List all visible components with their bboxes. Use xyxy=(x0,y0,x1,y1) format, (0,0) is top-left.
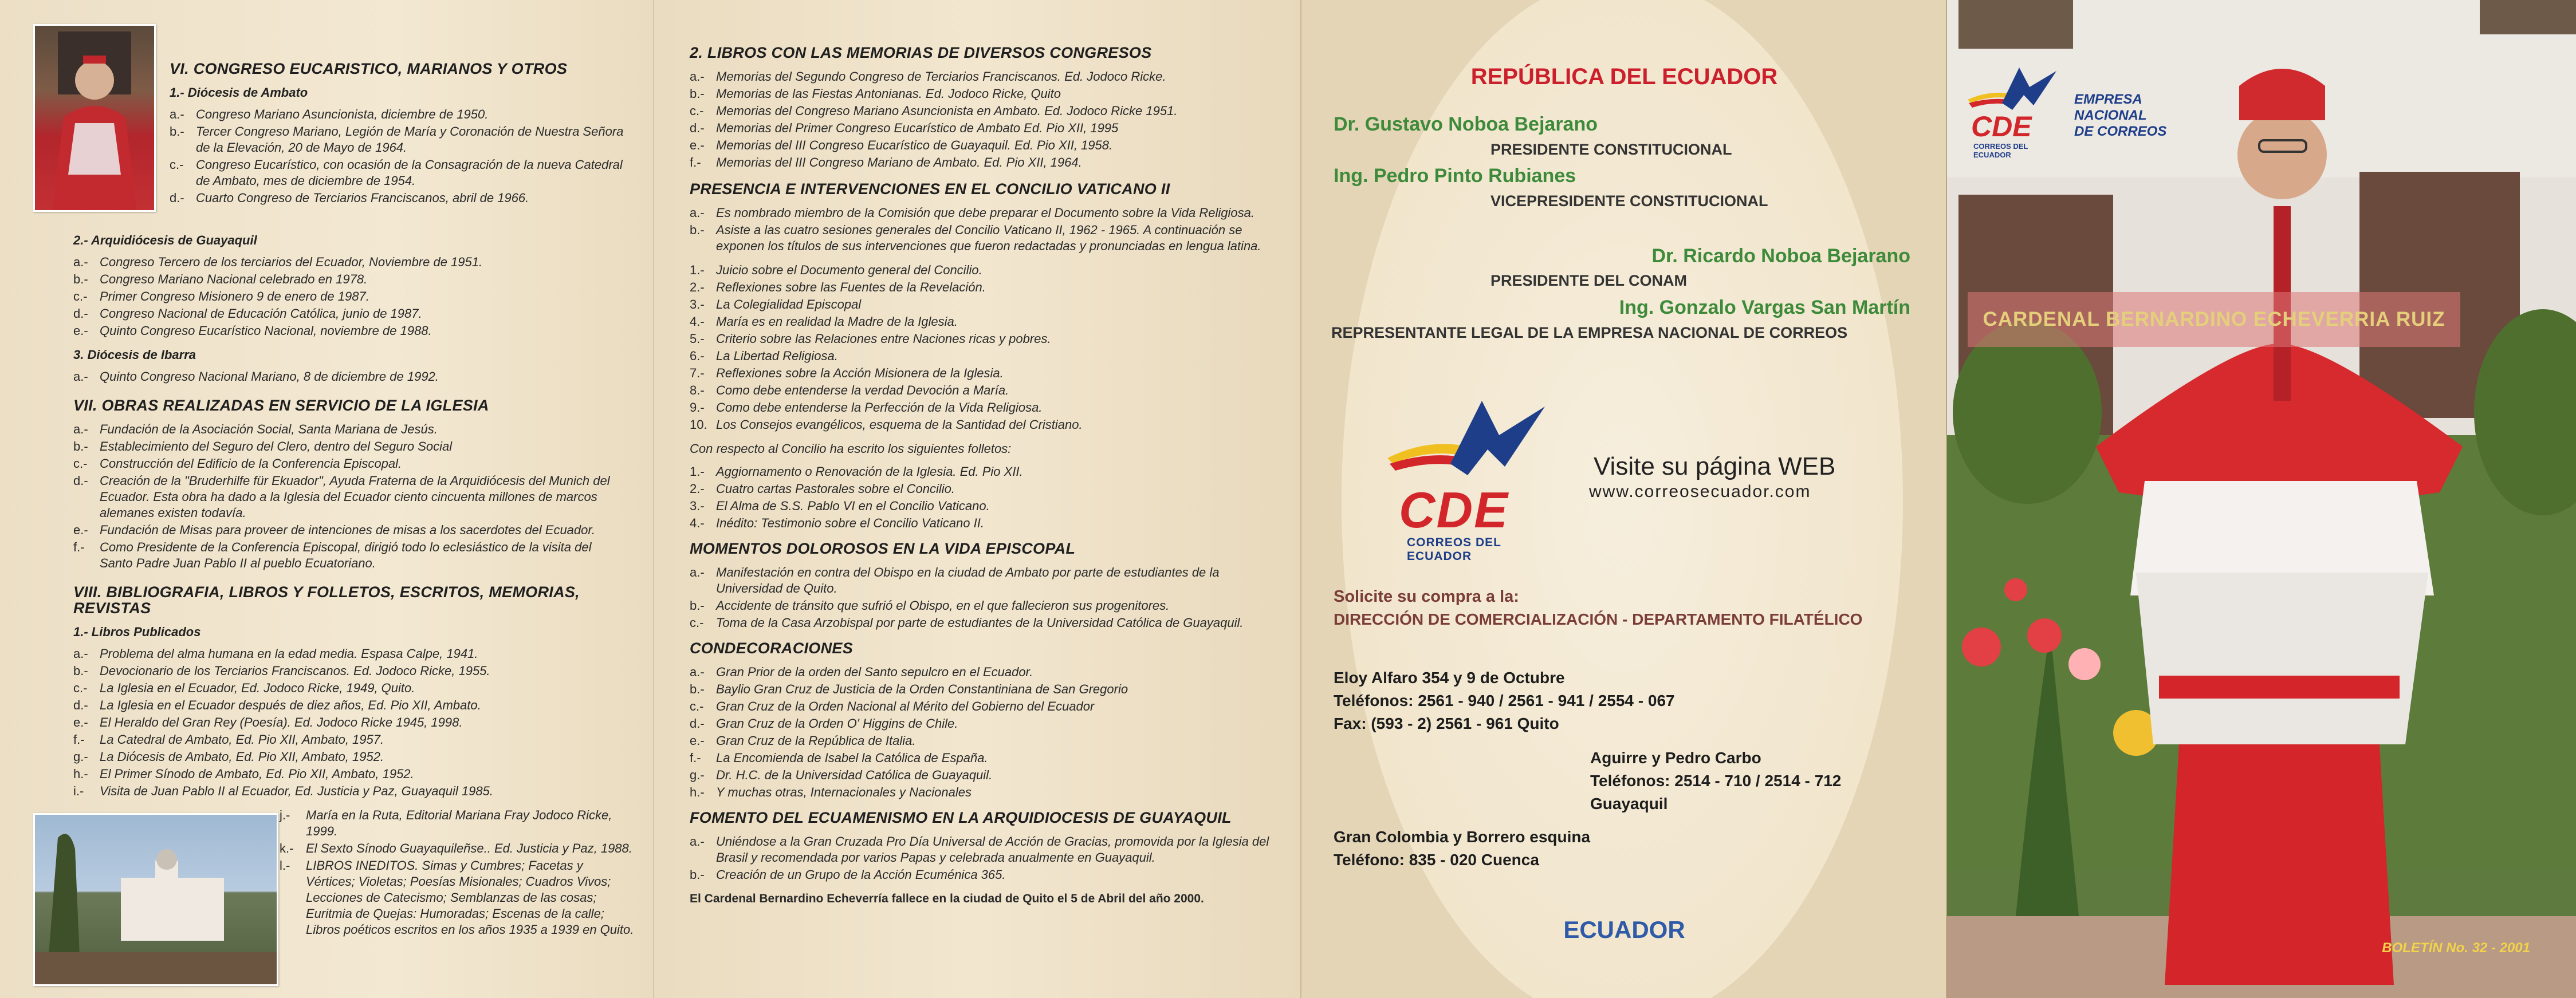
list-libros-b xyxy=(280,807,635,938)
list-item: l.- LIBROS INEDITOS. Simas y Cumbres; Facetas y Vértices; Violetas; Poesías Misionales; Cuadros Vivos; Lecciones de Catecismo; Semblanzas de las cosas; Euritmia de Quejas: Humoradas; Escenas de la calle; Libros poéticos escritos en los años 1935 a 1939 en Quito. xyxy=(280,858,634,937)
list-item: d.- Cuarto Congreso de Terciarios Franciscanos, abril de 1966. xyxy=(170,191,529,205)
list-item: 10. Los Consejos evangélicos, esquema de la Santidad del Cristiano. xyxy=(690,417,1083,432)
list-item: d.- Creación de la "Bruderhilfe für Ekuador", Ayuda Fraterna de la Arquidiócesis del Munich del Ecuador. Esta obra ha dado a la Iglesia del Ecuador ciento cincuenta millones de marcos alemanes existen todavía. xyxy=(73,474,610,520)
list-item: a.- Problema del alma humana en la edad media. Espasa Calpe, 1941. xyxy=(73,646,478,661)
list-item: h.- Y muchas otras, Internacionales y Nacionales xyxy=(690,785,972,799)
web-label: Visite su página WEB xyxy=(1594,452,1836,480)
list-concilio xyxy=(690,205,1274,254)
list-item: a.- Es nombrado miembro de la Comisión que debe preparar el Documento sobre la Vida Religiosa. xyxy=(690,206,1254,220)
section-title: 2. LIBROS CON LAS MEMORIAS DE DIVERSOS CONGRESOS xyxy=(690,44,1152,61)
section-content xyxy=(690,45,1274,907)
list-item: 4.- Inédito: Testimonio sobre el Concilio Vaticano II. xyxy=(690,516,984,530)
list-item: b.- Congreso Mariano Nacional celebrado en 1978. xyxy=(73,272,368,286)
address-line: Eloy Alfaro 354 y 9 de Octubre xyxy=(1334,669,1565,687)
list-item: g.- La Diócesis de Ambato, Ed. Pio XII, Ambato, 1952. xyxy=(73,750,384,764)
list-item: g.- Dr. H.C. de la Universidad Católica de Guayaquil. xyxy=(690,768,993,782)
list-item: a.- Uniéndose a la Gran Cruzada Pro Día Universal de Acción de Gracias, promovida por la Iglesia del Brasil y recomendada por varios Papas y celebrada anualmente en Guayaquil. xyxy=(690,834,1269,865)
footer-note: El Cardenal Bernardino Echeverría fallece en la ciudad de Quito el 5 de Abril del año 2000. xyxy=(690,892,1204,905)
list-folletos xyxy=(690,464,1274,531)
official-role: PRESIDENTE CONSTITUCIONAL xyxy=(1490,141,1732,158)
bird-logo-icon xyxy=(1382,395,1554,487)
list-item: e.- Fundación de Misas para proveer de intenciones de misas a los sacerdotes del Ecuador. xyxy=(73,523,596,537)
list-item: a.- Gran Prior de la orden del Santo sepulcro en el Ecuador. xyxy=(690,665,1033,679)
list-item: a.- Quinto Congreso Nacional Mariano, 8 de diciembre de 1992. xyxy=(73,369,439,384)
list-item: c.- Memorias del Congreso Mariano Asuncionista en Ambato. Ed. Jodoco Ricke 1951. xyxy=(690,104,1178,118)
list-item: b.- Accidente de tránsito que sufrió el Obispo, en el que fallecieron sus progenitores. xyxy=(690,598,1170,613)
list-item: f.- Memorias del III Congreso Mariano de Ambato. Ed. Pio XII, 1964. xyxy=(690,155,1082,169)
solicite-label: Solicite su compra a la: xyxy=(1334,587,1519,606)
panel-biography-middle xyxy=(653,0,1300,998)
list-item: a.- Manifestación en contra del Obispo en la ciudad de Ambato por parte de estudiantes de la Universidad de Quito. xyxy=(690,565,1220,595)
cde-logo-large xyxy=(1382,395,1554,563)
list-item: a.- Congreso Mariano Asuncionista, diciembre de 1950. xyxy=(170,107,489,121)
section-congresos xyxy=(170,61,628,214)
subsection-title: 1.- Diócesis de Ambato xyxy=(170,85,308,100)
list-item: e.- Quinto Congreso Eucarístico Nacional, noviembre de 1988. xyxy=(73,324,432,338)
subsection-title: 3. Diócesis de Ibarra xyxy=(73,348,196,362)
list-ambato xyxy=(170,106,628,206)
subsection-title: 2.- Arquidiócesis de Guayaquil xyxy=(73,233,257,247)
subsection-title: 1.- Libros Publicados xyxy=(73,625,201,639)
list-item: d.- Congreso Nacional de Educación Católica, junio de 1987. xyxy=(73,306,422,321)
list-item: 7.- Reflexiones sobre la Acción Misionera de la Iglesia. xyxy=(690,366,1004,380)
republic-title: REPÚBLICA DEL ECUADOR xyxy=(1470,64,1778,89)
section-title: PRESENCIA E INTERVENCIONES EN EL CONCILIO VATICANO II xyxy=(690,180,1170,198)
panel-biography-left xyxy=(0,0,653,998)
list-item: c.- Construcción del Edificio de la Conferencia Episcopal. xyxy=(73,456,402,471)
list-item: 3.- La Colegialidad Episcopal xyxy=(690,297,862,311)
cardinal-portrait-illustration xyxy=(35,26,154,210)
list-item: d.- Gran Cruz de la Orden O' Higgins de Chile. xyxy=(690,716,958,731)
empresa-line: DE CORREOS xyxy=(2074,124,2167,139)
cde-subtitle: CORREOS DEL ECUADOR xyxy=(1973,142,2028,159)
list-item: f.- La Encomienda de Isabel la Católica de España. xyxy=(690,751,988,765)
list-item: f.- Como Presidente de la Conferencia Episcopal, dirigió todo lo eclesiástico de la visita del Santo Padre Juan Pablo II al pueblo Ecuatoriano. xyxy=(73,540,592,570)
cde-logo-small xyxy=(1962,64,2065,159)
address-line: Teléfono: 835 - 020 Cuenca xyxy=(1334,851,1539,869)
list-item: b.- Tercer Congreso Mariano, Legión de María y Coronación de Nuestra Señora de la Elevación, 20 de Mayo de 1964. xyxy=(170,124,624,155)
official-role: PRESIDENTE DEL CONAM xyxy=(1490,272,1688,289)
section-guayaquil xyxy=(73,228,628,807)
address-line: Teléfonos: 2514 - 710 / 2514 - 712 xyxy=(1590,772,1842,790)
bird-logo-icon xyxy=(1962,64,2065,116)
church-photo-small xyxy=(33,813,278,986)
list-item: e.- El Heraldo del Gran Rey (Poesía). Ed. Jodoco Ricke 1945, 1998. xyxy=(73,715,463,729)
list-momentos xyxy=(690,565,1274,631)
address-quito xyxy=(1334,666,1675,735)
list-item: 1.- Aggiornamento o Renovación de la Iglesia. Ed. Pio XII. xyxy=(690,464,1023,479)
list-item: b.- Memorias de las Fiestas Antonianas. Ed. Jodoco Ricke, Quito xyxy=(690,86,1061,101)
address-line: Teléfonos: 2561 - 940 / 2561 - 941 / 2554 - 067 xyxy=(1334,692,1675,709)
list-item: c.- Primer Congreso Misionero 9 de enero de 1987. xyxy=(73,289,369,303)
official-name: Dr. Gustavo Noboa Bejarano xyxy=(1334,113,1598,135)
cde-subtitle: CORREOS DEL ECUADOR xyxy=(1407,536,1501,563)
official-role: VICEPRESIDENTE CONSTITUCIONAL xyxy=(1490,192,1768,210)
official-name: Dr. Ricardo Noboa Bejarano xyxy=(1651,245,1910,267)
list-intervenciones xyxy=(690,262,1274,433)
section-title: MOMENTOS DOLOROSOS EN LA VIDA EPISCOPAL xyxy=(690,540,1076,557)
list-item: e.- Memorias del III Congreso Eucarístico de Guayaquil. Ed. Pio XII, 1958. xyxy=(690,138,1113,152)
empresa-label xyxy=(2074,92,2166,140)
list-item: 1.- Juicio sobre el Documento general del Concilio. xyxy=(690,263,982,277)
section-libros-cont xyxy=(280,807,635,946)
web-url-link[interactable]: www.correosecuador.com xyxy=(1589,482,1811,501)
section-title: VII. OBRAS REALIZADAS EN SERVICIO DE LA IGLESIA xyxy=(73,397,489,414)
list-condecoraciones xyxy=(690,664,1274,800)
section-title: CONDECORACIONES xyxy=(690,640,854,657)
address-line: Guayaquil xyxy=(1590,795,1668,812)
list-item: 4.- María es en realidad la Madre de la Iglesia. xyxy=(690,314,958,329)
list-libros xyxy=(73,646,628,799)
address-guayaquil xyxy=(1590,747,1841,815)
list-item: e.- Gran Cruz de la República de Italia. xyxy=(690,733,916,748)
list-item: f.- La Catedral de Ambato, Ed. Pio XII, Ambato, 1957. xyxy=(73,732,384,747)
list-item: a.- Fundación de la Asociación Social, Santa Mariana de Jesús. xyxy=(73,422,438,436)
list-obras xyxy=(73,421,628,571)
list-item: b.- Creación de un Grupo de la Acción Ecuménica 365. xyxy=(690,867,1006,882)
list-item: b.- Asiste a las cuatro sesiones generales del Concilio Vaticano II, 1962 - 1965. A continuación se exponen los títulos de sus intervenciones que fueron redactadas y pronunciadas en lengua latina. xyxy=(690,223,1261,253)
list-guayaquil xyxy=(73,254,628,339)
official-name: Ing. Pedro Pinto Rubianes xyxy=(1334,165,1576,187)
list-item: c.- Congreso Eucarístico, con ocasión de la Consagración de la nueva Catedral de Ambato, mes de diciembre de 1954. xyxy=(170,157,623,188)
list-item: 6.- La Libertad Religiosa. xyxy=(690,349,838,363)
list-item: 5.- Criterio sobre las Relaciones entre Naciones ricas y pobres. xyxy=(690,332,1051,346)
address-line: Gran Colombia y Borrero esquina xyxy=(1334,828,1591,846)
section-title: FOMENTO DEL ECUAMENISMO EN LA ARQUIDIOCESIS DE GUAYAQUIL xyxy=(690,809,1232,826)
list-item: 9.- Como debe entenderse la Perfección de la Vida Religiosa. xyxy=(690,400,1043,415)
list-item: h.- El Primer Sínodo de Ambato, Ed. Pio XII, Ambato, 1952. xyxy=(73,767,414,781)
portrait-photo-small xyxy=(33,24,156,212)
list-ibarra xyxy=(73,369,628,385)
list-item: b.- Establecimiento del Seguro del Clero, dentro del Seguro Social xyxy=(73,439,453,453)
list-item: 2.- Reflexiones sobre las Fuentes de la Revelación. xyxy=(690,280,986,294)
list-item: b.- Devocionario de los Terciarios Franciscanos. Ed. Jodoco Ricke, 1955. xyxy=(73,664,490,678)
list-item: 2.- Cuatro cartas Pastorales sobre el Concilio. xyxy=(690,482,955,496)
list-ecumenismo xyxy=(690,834,1274,883)
address-line: Aguirre y Pedro Carbo xyxy=(1590,749,1761,767)
country-label: ECUADOR xyxy=(1563,916,1685,943)
list-item: d.- La Iglesia en el Ecuador después de diez años, Ed. Pio XII, Ambato. xyxy=(73,698,481,712)
direccion-label: DIRECCIÓN DE COMERCIALIZACIÓN - DEPARTAMENTO FILATÉLICO xyxy=(1334,610,1863,628)
list-item: j.- María en la Ruta, Editorial Mariana Fray Jodoco Ricke, 1999. xyxy=(280,808,612,838)
list-item: k.- El Sexto Sínodo Guayaquileñse.. Ed. Justicia y Paz, 1988. xyxy=(280,841,632,855)
panel-contact xyxy=(1300,0,1946,998)
list-item: d.- Memorias del Primer Congreso Eucarístico de Ambato Ed. Pio XII, 1995 xyxy=(690,121,1119,135)
list-item: c.- Toma de la Casa Arzobispal por parte de estudiantes de la Universidad Católica de Guayaquil. xyxy=(690,616,1244,630)
boletin-label: BOLETÍN No. 32 - 2001 xyxy=(2382,940,2530,956)
section-title: VI. CONGRESO EUCARISTICO, MARIANOS Y OTROS xyxy=(170,60,568,77)
empresa-line: NACIONAL xyxy=(2074,108,2147,123)
panel-cover xyxy=(1946,0,2576,998)
list-item: c.- La Iglesia en el Ecuador, Ed. Jodoco Ricke, 1949, Quito. xyxy=(73,681,415,695)
list-item: c.- Gran Cruz de la Orden Nacional al Mérito del Gobierno del Ecuador xyxy=(690,699,1095,713)
paragraph: Con respecto al Concilio ha escrito los siguientes folletos: xyxy=(690,441,1012,456)
official-role: REPRESENTANTE LEGAL DE LA EMPRESA NACIONAL DE CORREOS xyxy=(1331,324,1848,341)
list-memorias xyxy=(690,69,1274,171)
empresa-line: EMPRESA xyxy=(2074,92,2142,107)
list-item: a.- Congreso Tercero de los terciarios del Ecuador, Noviembre de 1951. xyxy=(73,255,483,269)
list-item: 3.- El Alma de S.S. Pablo VI en el Concilio Vaticano. xyxy=(690,499,990,513)
church-illustration xyxy=(35,815,277,984)
official-name: Ing. Gonzalo Vargas San Martín xyxy=(1619,297,1910,318)
list-item: a.- Memorias del Segundo Congreso de Terciarios Franciscanos. Ed. Jodoco Ricke. xyxy=(690,69,1166,84)
list-item: b.- Baylio Gran Cruz de Justicia de la Orden Constantiniana de San Gregorio xyxy=(690,682,1128,696)
address-cuenca xyxy=(1334,826,1590,871)
list-item: i.- Visita de Juan Pablo II al Ecuador, Ed. Justicia y Paz, Guayaquil 1985. xyxy=(73,784,493,798)
cde-wordmark: CDE xyxy=(1399,482,1509,538)
banner-text: CARDENAL BERNARDINO ECHEVERRIA RUIZ xyxy=(1983,308,2445,330)
address-line: Fax: (593 - 2) 2561 - 961 Quito xyxy=(1334,715,1559,732)
cde-wordmark: CDE xyxy=(1971,111,2032,143)
list-item: 8.- Como debe entenderse la verdad Devoción a María. xyxy=(690,383,1009,397)
name-banner xyxy=(1968,292,2460,347)
section-title: VIII. BIBLIOGRAFIA, LIBROS Y FOLLETOS, ESCRITOS, MEMORIAS, REVISTAS xyxy=(73,583,580,617)
